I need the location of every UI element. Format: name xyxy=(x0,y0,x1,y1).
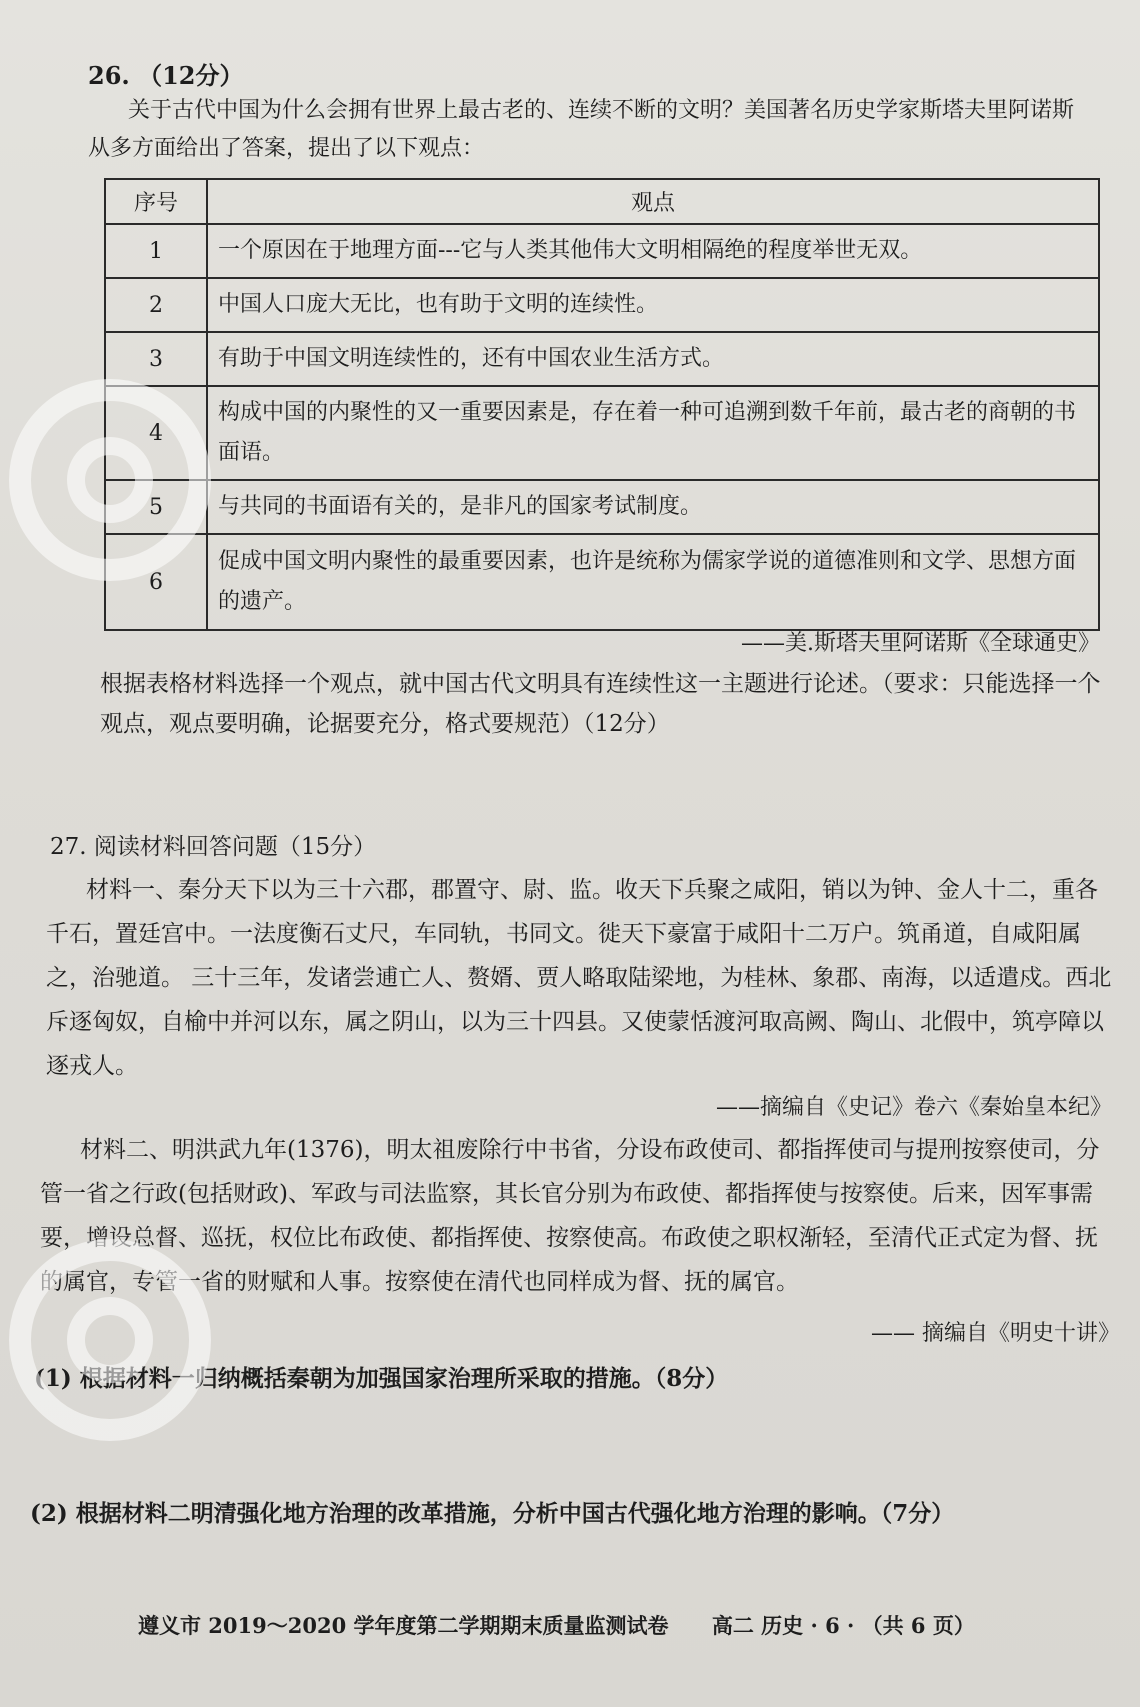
viewpoints-table xyxy=(104,178,1100,631)
question-26-task: 根据表格材料选择一个观点，就中国古代文明具有连续性这一主题进行论述。（要求：只能选择一个观点，观点要明确，论据要充分，格式要规范）（12分） xyxy=(100,671,1101,737)
row-number: 2 xyxy=(105,278,207,332)
row-viewpoint: 有助于中国文明连续性的，还有中国农业生活方式。 xyxy=(207,332,1099,386)
row-viewpoint: 一个原因在于地理方面---它与人类其他伟大文明相隔绝的程度举世无双。 xyxy=(207,224,1099,278)
material-one-source: ——摘编自《史记》卷六《秦始皇本纪》 xyxy=(715,1095,1112,1120)
material-one: 材料一、秦分天下以为三十六郡，郡置守、尉、监。收天下兵聚之咸阳，销以为钟、金人十二，重各千石，置廷宫中。一法度衡石丈尺，车同轨，书同文。徙天下豪富于咸阳十二万户。筑甬道，自咸阳属之，治驰道。 三十三年，发诸尝逋亡人、赘婿、贾人略取陆梁地，为桂林、象郡、南海，以适遣戍。西北斥逐匈奴，自榆中并河以东，属之阴山，以为三十四县。又使蒙恬渡河取高阙、陶山、北假中，筑亭障以逐戎人。 xyxy=(46,877,1112,1079)
table-header-no: 序号 xyxy=(105,179,207,224)
row-viewpoint: 与共同的书面语有关的，是非凡的国家考试制度。 xyxy=(207,480,1099,534)
table-row xyxy=(105,534,1099,630)
table-header-row xyxy=(105,179,1099,224)
question-27-heading: 27. 阅读材料回答问题（15分） xyxy=(50,834,377,860)
material-two-source: —— 摘编自《明史十讲》 xyxy=(871,1321,1120,1346)
footer-exam-title: 遵义市 2019～2020 学年度第二学期期末质量监测试卷 xyxy=(138,1613,669,1638)
row-viewpoint: 中国人口庞大无比，也有助于文明的连续性。 xyxy=(207,278,1099,332)
table-header-view: 观点 xyxy=(207,179,1099,224)
material-two: 材料二、明洪武九年(1376)，明太祖废除行中书省，分设布政使司、都指挥使司与提刑按察使司，分管一省之行政(包括财政)、军政与司法监察，其长官分别为布政使、都指挥使与按察使。后来，因军事需要，增设总督、巡抚，权位比布政使、都指挥使、按察使高。布政使之职权渐轻，至清代正式定为督、抚的属官，专管一省的财赋和人事。按察使在清代也同样成为督、抚的属官。 xyxy=(40,1137,1100,1295)
row-viewpoint: 构成中国的内聚性的又一重要因素是，存在着一种可追溯到数千年前，最古老的商朝的书面语。 xyxy=(207,386,1099,480)
table-row xyxy=(105,278,1099,332)
question-26-intro: 关于古代中国为什么会拥有世界上最古老的、连续不断的文明？美国著名历史学家斯塔夫里阿诺斯从多方面给出了答案，提出了以下观点： xyxy=(88,98,1075,161)
row-number: 3 xyxy=(105,332,207,386)
table-row xyxy=(105,332,1099,386)
table-source: ——美.斯塔夫里阿诺斯《全球通史》 xyxy=(741,631,1100,656)
sub-question-1: (1) 根据材料一归纳概括秦朝为加强国家治理所采取的措施。（8分） xyxy=(34,1365,729,1392)
row-number: 6 xyxy=(105,534,207,630)
row-number: 4 xyxy=(105,386,207,480)
footer-page-info: 高二 历史 · 6 · （共 6 页） xyxy=(711,1613,975,1638)
page-footer xyxy=(138,1610,1011,1640)
sub-question-2: (2) 根据材料二明清强化地方治理的改革措施，分析中国古代强化地方治理的影响。（7分） xyxy=(30,1500,955,1527)
row-viewpoint: 促成中国文明内聚性的最重要因素，也许是统称为儒家学说的道德准则和文学、思想方面的遗产。 xyxy=(207,534,1099,630)
table-row xyxy=(105,386,1099,480)
row-number: 1 xyxy=(105,224,207,278)
question-26-heading: 26. （12分） xyxy=(88,61,244,90)
row-number: 5 xyxy=(105,480,207,534)
table-row xyxy=(105,480,1099,534)
table-row xyxy=(105,224,1099,278)
